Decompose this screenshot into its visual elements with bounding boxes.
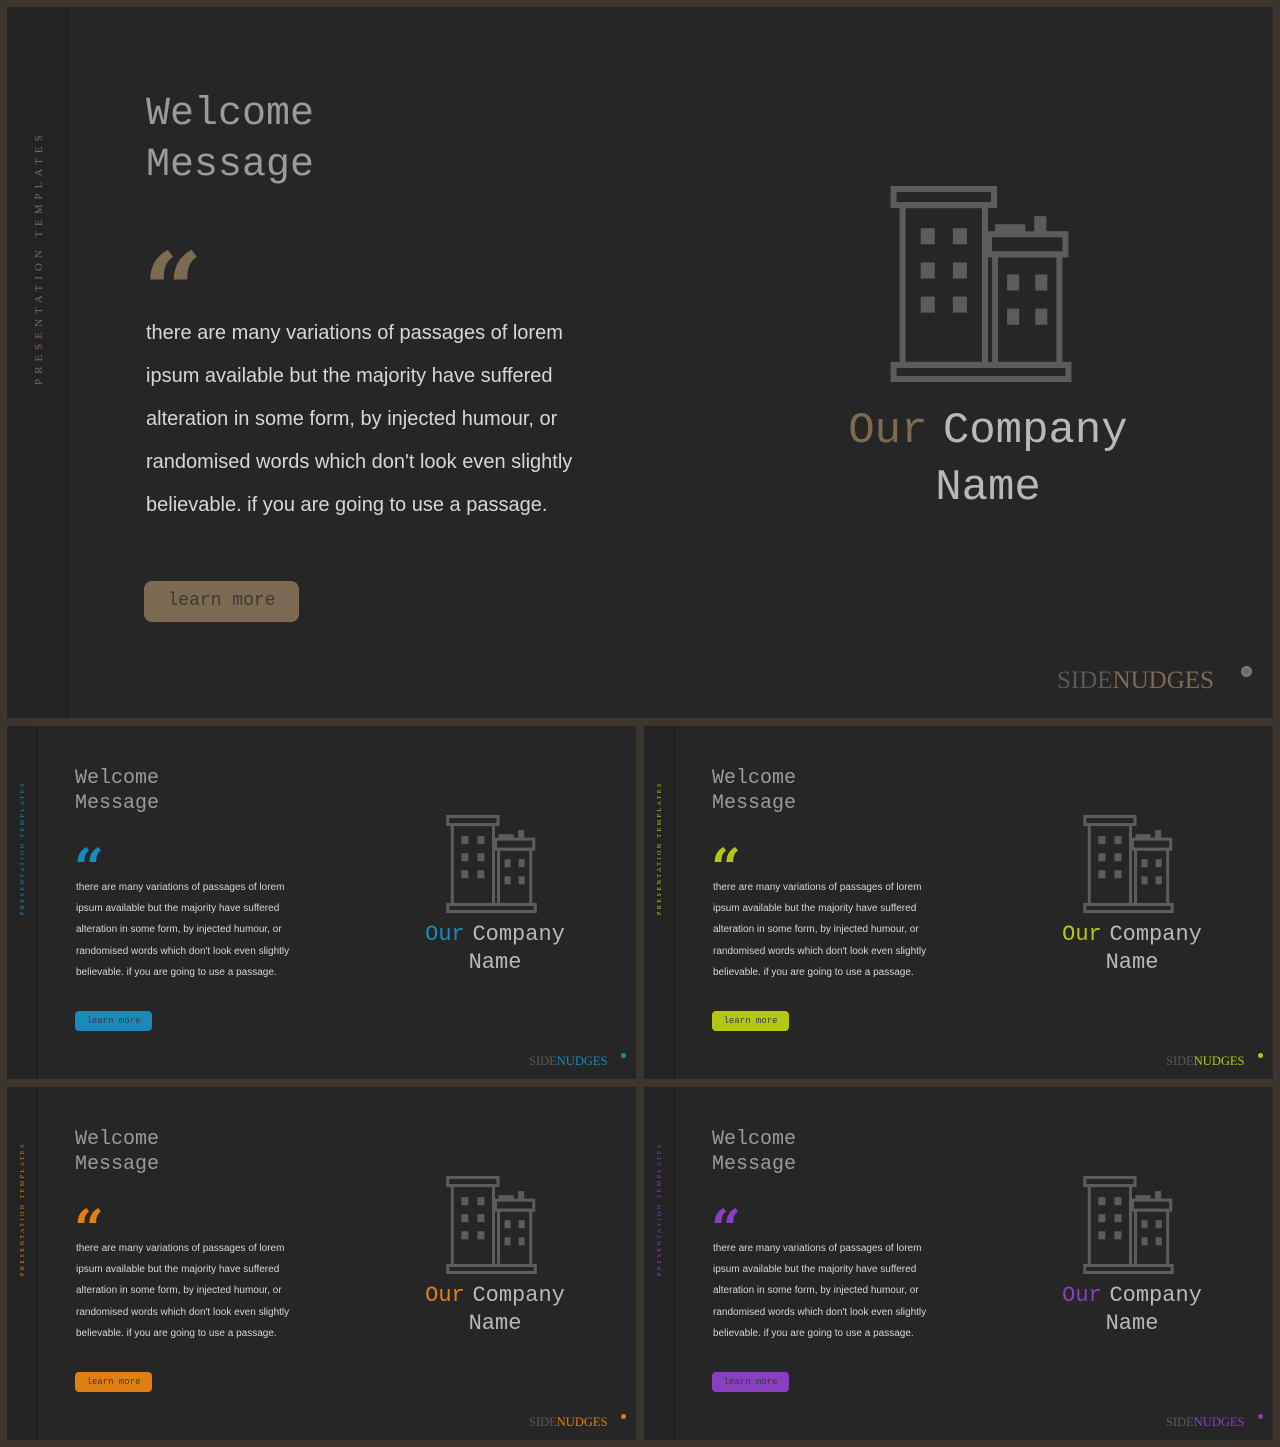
learn-more-button[interactable]: learn more: [712, 1011, 789, 1031]
sidebar-label: PRESENTATION TEMPLATES: [33, 130, 45, 385]
body-paragraph: there are many variations of passages of lorem ipsum available but the majority have suffered alteration in some form, by injected humour, or randomised words which don't look even slightly believable. if you are going to use a passage.: [146, 322, 573, 516]
company-name-name: Name: [468, 1311, 522, 1336]
building-icon: [890, 186, 1072, 382]
welcome-title: Welcome Message: [712, 767, 797, 815]
sidebar-label: PRESENTATION TEMPLATES: [20, 1142, 26, 1276]
company-name-our: Our: [425, 922, 465, 947]
company-name-company: Company: [472, 1283, 565, 1308]
slide-blue[interactable]: [7, 726, 636, 1079]
sidebar-label: PRESENTATION TEMPLATES: [657, 781, 663, 915]
welcome-title: Welcome Message: [75, 1128, 160, 1176]
body-paragraph: there are many variations of passages of lorem ipsum available but the majority have suffered alteration in some form, by injected humour, or randomised words which don't look even slightly believable. if you are going to use a passage.: [713, 882, 927, 978]
company-name-name: Name: [1105, 950, 1159, 975]
welcome-title: Welcome Message: [75, 767, 160, 815]
company-name: [395, 1282, 595, 1338]
accent-dot: [1258, 1414, 1263, 1419]
building-icon: [446, 815, 537, 913]
learn-more-button[interactable]: learn more: [712, 1372, 789, 1392]
company-name-name: Name: [1105, 1311, 1159, 1336]
slide-orange[interactable]: [7, 1087, 636, 1440]
quote-icon: “: [711, 838, 741, 899]
building-icon: [1083, 815, 1174, 913]
quote-icon: “: [74, 838, 104, 899]
body-paragraph: there are many variations of passages of lorem ipsum available but the majority have suffered alteration in some form, by injected humour, or randomised words which don't look even slightly believable. if you are going to use a passage.: [713, 1243, 927, 1339]
welcome-title: Welcome Message: [146, 92, 315, 188]
learn-more-button[interactable]: learn more: [144, 581, 299, 622]
sidebar-label: PRESENTATION TEMPLATES: [657, 1142, 663, 1276]
company-name: [395, 921, 595, 977]
company-name-company: Company: [1109, 1283, 1202, 1308]
quote-icon: “: [143, 229, 203, 352]
company-name-our: Our: [1062, 922, 1102, 947]
slide-purple[interactable]: [644, 1087, 1273, 1440]
company-name-our: Our: [1062, 1283, 1102, 1308]
company-name-name: Name: [468, 950, 522, 975]
company-name-our: Our: [425, 1283, 465, 1308]
company-name: [1032, 1282, 1232, 1338]
sidenudges-logo: SIDENUDGES: [1057, 667, 1214, 694]
company-name-name: Name: [935, 463, 1041, 513]
accent-dot: [1258, 1053, 1263, 1058]
company-name: [788, 403, 1188, 517]
quote-icon: “: [711, 1199, 741, 1260]
company-name-company: Company: [1109, 922, 1202, 947]
sidenudges-logo: SIDENUDGES: [1166, 1054, 1245, 1068]
company-name: [1032, 921, 1232, 977]
building-icon: [446, 1176, 537, 1274]
body-paragraph: there are many variations of passages of lorem ipsum available but the majority have suffered alteration in some form, by injected humour, or randomised words which don't look even slightly believable. if you are going to use a passage.: [76, 1243, 290, 1339]
sidenudges-logo: SIDENUDGES: [529, 1415, 608, 1429]
sidenudges-logo: SIDENUDGES: [529, 1054, 608, 1068]
welcome-title: Welcome Message: [712, 1128, 797, 1176]
sidenudges-logo: SIDENUDGES: [1166, 1415, 1245, 1429]
company-name-company: Company: [942, 406, 1128, 456]
accent-dot: [621, 1053, 626, 1058]
sidebar-label: PRESENTATION TEMPLATES: [20, 781, 26, 915]
accent-dot: [621, 1414, 626, 1419]
learn-more-button[interactable]: learn more: [75, 1011, 152, 1031]
company-name-our: Our: [848, 406, 928, 456]
quote-icon: “: [74, 1199, 104, 1260]
slide-green[interactable]: [644, 726, 1273, 1079]
building-icon: [1083, 1176, 1174, 1274]
slide-main[interactable]: [7, 7, 1273, 718]
learn-more-button[interactable]: learn more: [75, 1372, 152, 1392]
body-paragraph: there are many variations of passages of lorem ipsum available but the majority have suffered alteration in some form, by injected humour, or randomised words which don't look even slightly believable. if you are going to use a passage.: [76, 882, 290, 978]
accent-dot: [1241, 666, 1252, 677]
company-name-company: Company: [472, 922, 565, 947]
